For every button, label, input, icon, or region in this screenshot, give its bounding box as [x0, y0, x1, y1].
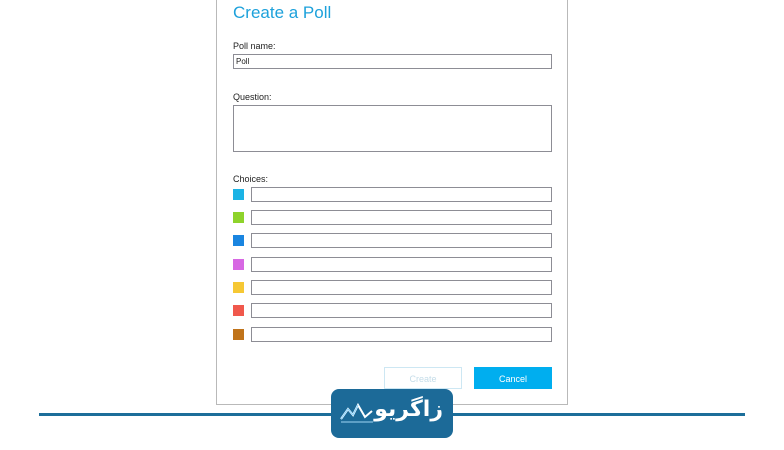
choice-row: [233, 257, 552, 273]
poll-name-input[interactable]: Poll: [233, 54, 552, 69]
create-button[interactable]: Create: [384, 367, 462, 389]
choice-input[interactable]: [251, 187, 552, 202]
brand-logo: [331, 389, 453, 438]
question-input[interactable]: [233, 105, 552, 152]
choice-color-swatch: [233, 329, 244, 340]
choice-row: [233, 210, 552, 226]
choice-row: [233, 327, 552, 343]
choice-color-swatch: [233, 235, 244, 246]
question-label: Question:: [233, 92, 272, 102]
choice-row: [233, 187, 552, 203]
logo-text: زاگریو: [374, 397, 443, 422]
choice-input[interactable]: [251, 233, 552, 248]
choice-input[interactable]: [251, 280, 552, 295]
choice-color-swatch: [233, 189, 244, 200]
cancel-button[interactable]: Cancel: [474, 367, 552, 389]
choice-color-swatch: [233, 305, 244, 316]
dialog-title: Create a Poll: [233, 3, 332, 22]
choice-input[interactable]: [251, 327, 552, 342]
choice-row: [233, 303, 552, 319]
create-poll-dialog: [216, 0, 568, 405]
choice-row: [233, 233, 552, 249]
choice-color-swatch: [233, 212, 244, 223]
choice-color-swatch: [233, 282, 244, 293]
choices-label: Choices:: [233, 174, 269, 184]
choice-color-swatch: [233, 259, 244, 270]
wave-chart-icon: [339, 399, 375, 425]
choice-row: [233, 280, 552, 296]
choice-input[interactable]: [251, 210, 552, 225]
poll-name-label: Poll name:: [233, 41, 276, 51]
choice-input[interactable]: [251, 257, 552, 272]
choice-input[interactable]: [251, 303, 552, 318]
